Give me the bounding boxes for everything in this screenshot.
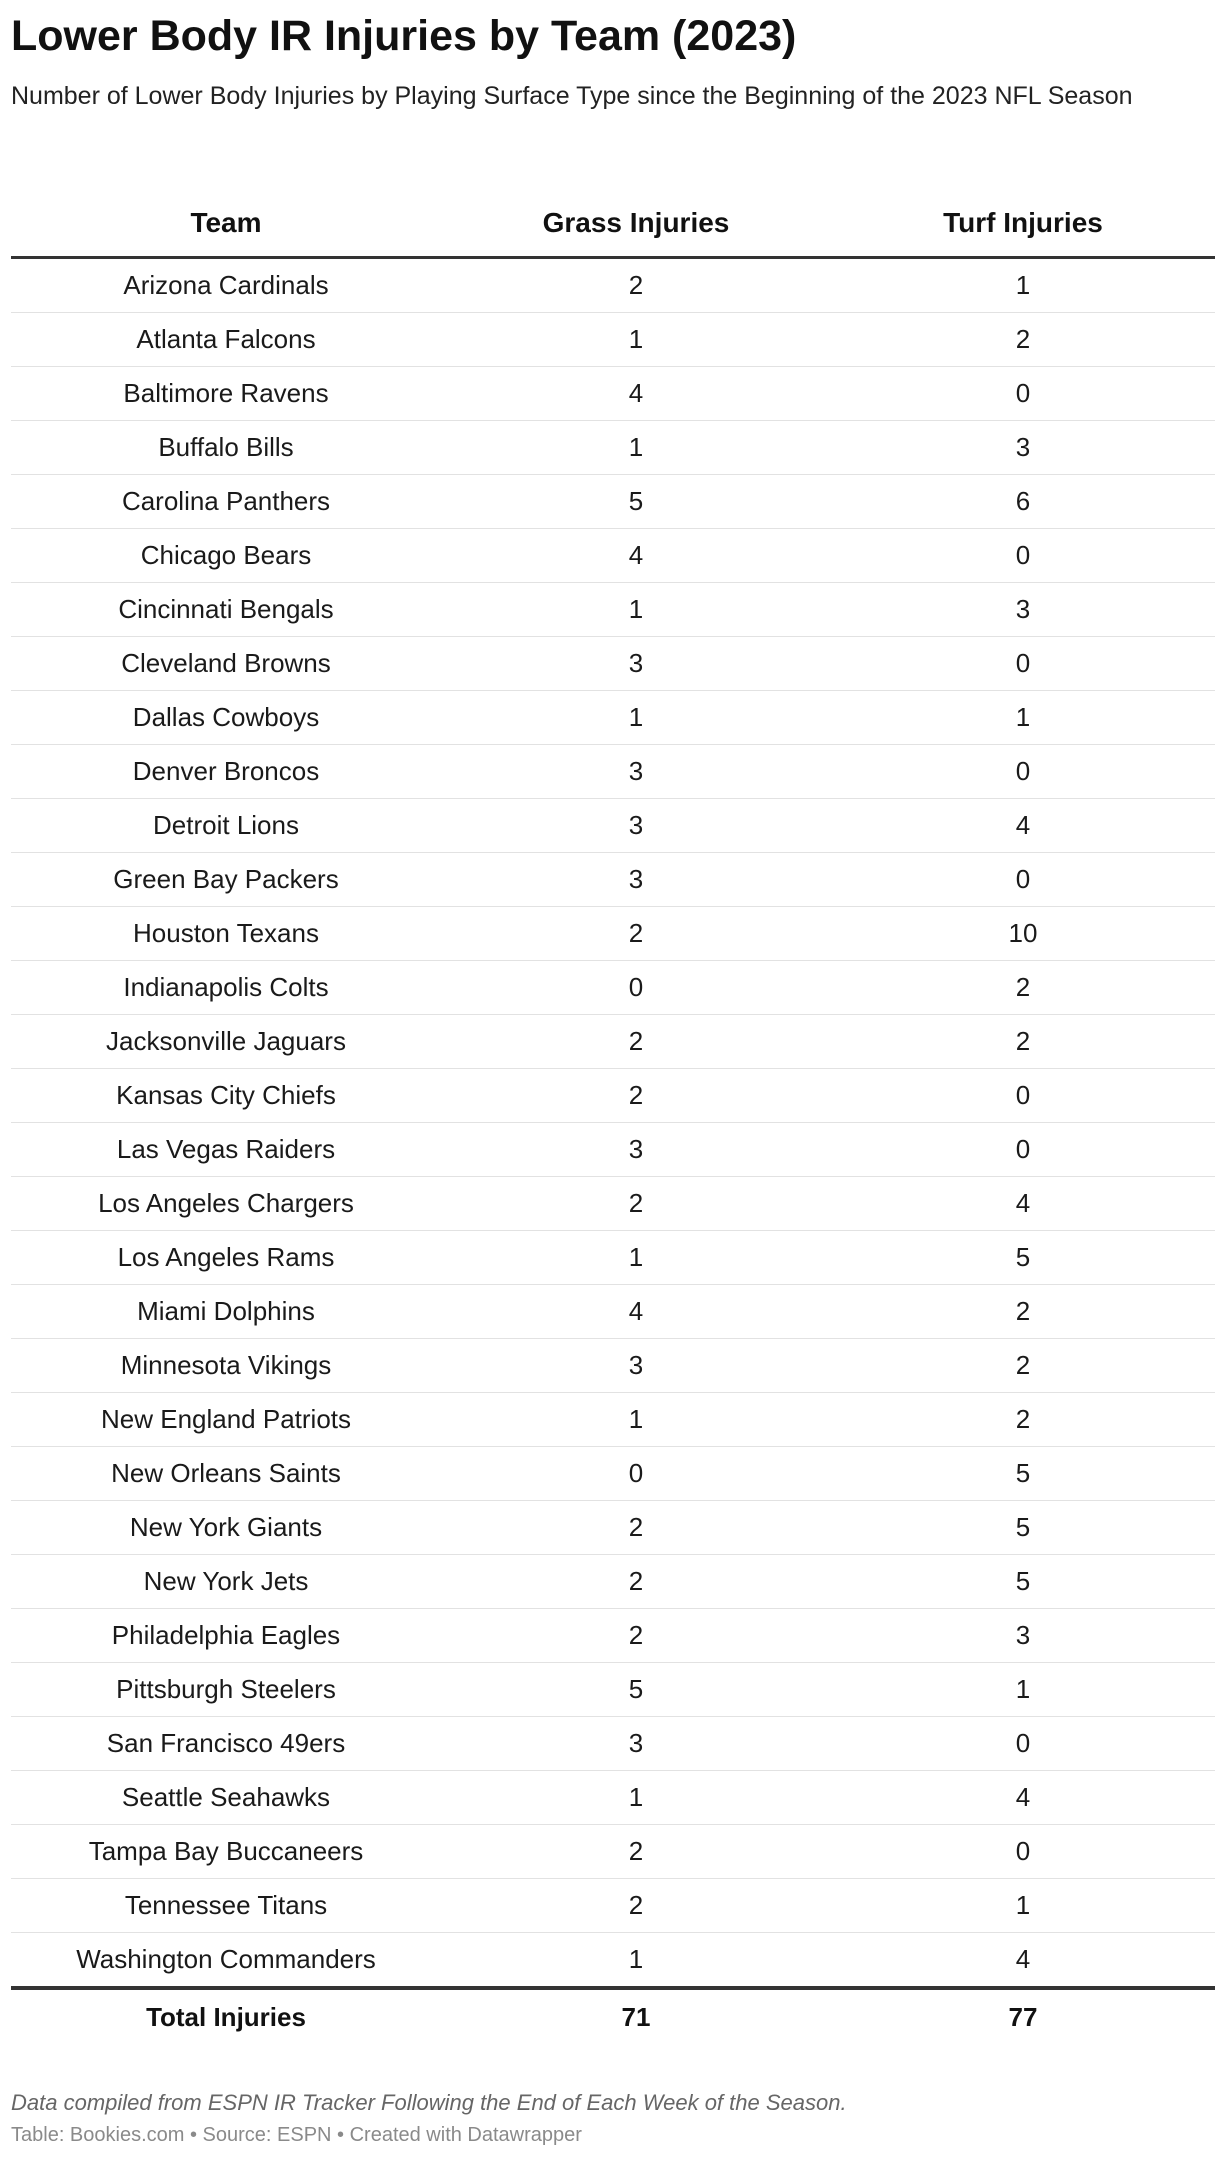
turf-injuries-cell: 2 [831, 1393, 1215, 1447]
table-row [11, 1879, 1215, 1933]
team-name-cell: Cincinnati Bengals [11, 583, 441, 637]
totals-grass: 71 [441, 1988, 831, 2045]
turf-injuries-cell: 1 [831, 1663, 1215, 1717]
table-row [11, 1285, 1215, 1339]
turf-injuries-cell: 1 [831, 1879, 1215, 1933]
table-row [11, 1771, 1215, 1825]
table-row [11, 1069, 1215, 1123]
turf-injuries-cell: 5 [831, 1447, 1215, 1501]
table-row [11, 637, 1215, 691]
team-name-cell: Kansas City Chiefs [11, 1069, 441, 1123]
team-name-cell: Arizona Cardinals [11, 258, 441, 313]
team-name-cell: Pittsburgh Steelers [11, 1663, 441, 1717]
grass-injuries-cell: 1 [441, 583, 831, 637]
grass-injuries-cell: 4 [441, 367, 831, 421]
table-row [11, 313, 1215, 367]
grass-injuries-cell: 1 [628, 1944, 644, 1974]
totals-turf: 77 [831, 1988, 1215, 2045]
table-row [11, 1447, 1215, 1501]
grass-injuries-cell: 3 [441, 1339, 831, 1393]
grass-injuries-cell: 2 [441, 1015, 831, 1069]
table-row [11, 1501, 1215, 1555]
injury-table [11, 190, 1215, 2045]
turf-injuries-cell: 4 [1015, 1944, 1031, 1974]
header-row [11, 190, 1215, 258]
turf-injuries-cell: 4 [831, 1177, 1215, 1231]
turf-injuries-cell: 5 [831, 1555, 1215, 1609]
grass-injuries-cell: 2 [441, 1069, 831, 1123]
turf-injuries-cell: 0 [831, 853, 1215, 907]
chart-title: Lower Body IR Injuries by Team (2023) [11, 12, 797, 60]
team-name-cell: San Francisco 49ers [11, 1717, 441, 1771]
team-name-cell: Cleveland Browns [11, 637, 441, 691]
grass-injuries-cell: 2 [441, 907, 831, 961]
team-name-cell: Denver Broncos [11, 745, 441, 799]
source-footer: Table: Bookies.com • Source: ESPN • Created with Datawrapper [11, 2124, 582, 2146]
table-row [11, 583, 1215, 637]
team-name-cell: Carolina Panthers [11, 475, 441, 529]
table-row [11, 1123, 1215, 1177]
turf-injuries-cell: 0 [831, 745, 1215, 799]
grass-injuries-cell: 2 [441, 1177, 831, 1231]
table-row [11, 1393, 1215, 1447]
team-name-cell: Washington Commanders [76, 1944, 376, 1974]
table-row [11, 475, 1215, 529]
data-note: Data compiled from ESPN IR Tracker Following the End of Each Week of the Season. [11, 2090, 847, 2115]
turf-injuries-cell: 1 [831, 258, 1215, 313]
table-row [11, 961, 1215, 1015]
team-name-cell: Houston Texans [11, 907, 441, 961]
turf-injuries-cell: 5 [831, 1501, 1215, 1555]
grass-injuries-cell: 2 [441, 258, 831, 313]
team-name-cell: Dallas Cowboys [11, 691, 441, 745]
table-row [11, 907, 1215, 961]
grass-injuries-cell: 3 [441, 745, 831, 799]
table-row [11, 421, 1215, 475]
turf-injuries-cell: 0 [831, 1717, 1215, 1771]
grass-injuries-cell: 2 [441, 1501, 831, 1555]
table-row [11, 1177, 1215, 1231]
team-name-cell: Jacksonville Jaguars [11, 1015, 441, 1069]
column-header-turf[interactable]: Turf Injuries [831, 190, 1215, 258]
table-row [11, 1231, 1215, 1285]
team-name-cell: Tennessee Titans [11, 1879, 441, 1933]
team-name-cell: New Orleans Saints [11, 1447, 441, 1501]
turf-injuries-cell: 4 [831, 1771, 1215, 1825]
table-row [11, 529, 1215, 583]
team-name-cell: Philadelphia Eagles [11, 1609, 441, 1663]
turf-injuries-cell: 0 [831, 1123, 1215, 1177]
grass-injuries-cell: 2 [441, 1825, 831, 1879]
turf-injuries-cell: 6 [831, 475, 1215, 529]
team-name-cell: Detroit Lions [11, 799, 441, 853]
table-row [11, 1609, 1215, 1663]
turf-injuries-cell: 5 [831, 1231, 1215, 1285]
team-name-cell: Tampa Bay Buccaneers [11, 1825, 441, 1879]
turf-injuries-cell: 3 [831, 583, 1215, 637]
grass-injuries-cell: 5 [441, 475, 831, 529]
turf-injuries-cell: 4 [831, 799, 1215, 853]
grass-injuries-cell: 5 [441, 1663, 831, 1717]
grass-injuries-cell: 4 [441, 1285, 831, 1339]
turf-injuries-cell: 3 [831, 1609, 1215, 1663]
table-row [11, 1339, 1215, 1393]
grass-injuries-cell: 2 [441, 1609, 831, 1663]
team-name-cell: Chicago Bears [11, 529, 441, 583]
team-name-cell: Minnesota Vikings [11, 1339, 441, 1393]
team-name-cell: New York Jets [11, 1555, 441, 1609]
grass-injuries-cell: 1 [441, 421, 831, 475]
team-name-cell: Los Angeles Chargers [11, 1177, 441, 1231]
turf-injuries-cell: 0 [831, 367, 1215, 421]
grass-injuries-cell: 1 [441, 313, 831, 367]
turf-injuries-cell: 0 [831, 1069, 1215, 1123]
turf-injuries-cell: 2 [831, 1015, 1215, 1069]
team-name-cell: Miami Dolphins [11, 1285, 441, 1339]
chart-subtitle: Number of Lower Body Injuries by Playing Surface Type since the Beginning of the 2023 NFL Season [11, 82, 1133, 110]
turf-injuries-cell: 2 [831, 961, 1215, 1015]
grass-injuries-cell: 3 [441, 1717, 831, 1771]
team-name-cell: Las Vegas Raiders [11, 1123, 441, 1177]
table-row [11, 799, 1215, 853]
table-row [11, 1663, 1215, 1717]
grass-injuries-cell: 3 [441, 853, 831, 907]
table-row [11, 853, 1215, 907]
table-row [11, 1015, 1215, 1069]
turf-injuries-cell: 2 [831, 1339, 1215, 1393]
turf-injuries-cell: 0 [831, 637, 1215, 691]
turf-injuries-cell: 0 [831, 1825, 1215, 1879]
grass-injuries-cell: 3 [441, 1123, 831, 1177]
grass-injuries-cell: 1 [441, 1231, 831, 1285]
table-row [11, 258, 1215, 313]
team-name-cell: Atlanta Falcons [11, 313, 441, 367]
team-name-cell: New York Giants [11, 1501, 441, 1555]
grass-injuries-cell: 3 [441, 799, 831, 853]
table-row [11, 1717, 1215, 1771]
turf-injuries-cell: 0 [831, 529, 1215, 583]
totals-row [11, 1988, 1215, 2045]
team-name-cell: Seattle Seahawks [11, 1771, 441, 1825]
turf-injuries-cell: 1 [831, 691, 1215, 745]
table-row [11, 691, 1215, 745]
team-name-cell: Green Bay Packers [11, 853, 441, 907]
turf-injuries-cell: 3 [831, 421, 1215, 475]
team-name-cell: Indianapolis Colts [11, 961, 441, 1015]
grass-injuries-cell: 1 [441, 1771, 831, 1825]
totals-label: Total Injuries [11, 1988, 441, 2045]
grass-injuries-cell: 3 [441, 637, 831, 691]
table-row [11, 1825, 1215, 1879]
column-header-team[interactable]: Team [11, 190, 441, 258]
table-row [11, 1555, 1215, 1609]
team-name-cell: Buffalo Bills [11, 421, 441, 475]
table-row [11, 1933, 1215, 1989]
table-body [11, 258, 1215, 1989]
grass-injuries-cell: 0 [441, 1447, 831, 1501]
grass-injuries-cell: 2 [441, 1555, 831, 1609]
team-name-cell: Baltimore Ravens [11, 367, 441, 421]
table-row [11, 745, 1215, 799]
turf-injuries-cell: 2 [831, 313, 1215, 367]
table-row [11, 367, 1215, 421]
grass-injuries-cell: 1 [441, 691, 831, 745]
team-name-cell: New England Patriots [11, 1393, 441, 1447]
grass-injuries-cell: 2 [441, 1879, 831, 1933]
column-header-grass[interactable]: Grass Injuries [441, 190, 831, 258]
grass-injuries-cell: 4 [441, 529, 831, 583]
turf-injuries-cell: 2 [831, 1285, 1215, 1339]
grass-injuries-cell: 1 [441, 1393, 831, 1447]
team-name-cell: Los Angeles Rams [11, 1231, 441, 1285]
grass-injuries-cell: 0 [441, 961, 831, 1015]
turf-injuries-cell: 10 [831, 907, 1215, 961]
